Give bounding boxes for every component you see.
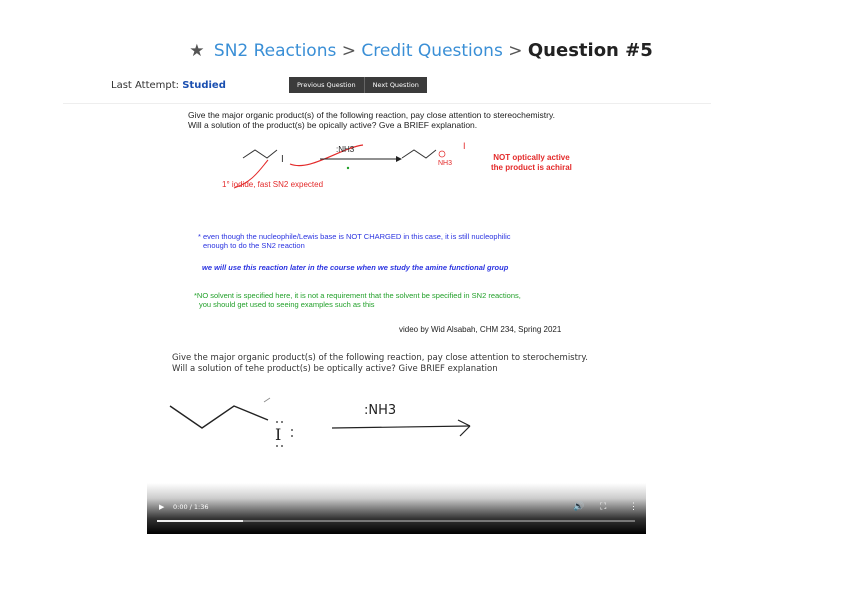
iodide-note: 1° iodide, fast SN2 expected (222, 180, 324, 189)
previous-question-button[interactable]: Previous Question (289, 77, 364, 93)
nucleophile-note (198, 232, 511, 250)
divider (63, 103, 711, 104)
handwritten-reagent: :NH3 (364, 403, 397, 418)
amine-note: we will use this reaction later in the course when we study the amine functional group (202, 263, 509, 272)
page-title: Question #5 (527, 40, 653, 61)
video-progress-bar[interactable] (157, 520, 635, 522)
slide-question (188, 110, 555, 130)
iodine-atom: I (281, 154, 284, 165)
last-attempt-label: Last Attempt: (111, 80, 180, 91)
not-active-note (491, 153, 572, 173)
volume-icon[interactable]: 🔊 (573, 501, 585, 511)
product-label: NH3 (438, 160, 453, 167)
video-progress-fill (157, 520, 243, 522)
question-line: Give the major organic product(s) of the following reaction, pay close attention to sterochemistry. (172, 353, 588, 363)
nucleophile-note-line: * even though the nucleophile/Lewis base is NOT CHARGED in this case, it is still nucleophilic (198, 232, 511, 241)
question-line: Will a solution of tehe product(s) be optically active? Give BRIEF explanation (172, 364, 498, 374)
slide-question-line: Give the major organic product(s) of the following reaction, pay close attention to stereochemistry. (188, 110, 555, 120)
lone-pair-dot (276, 421, 278, 423)
video-player[interactable] (147, 483, 646, 534)
slide-question-line: Will a solution of the product(s) be opically active? Gve a BRIEF explanation. (188, 120, 478, 130)
lone-pair-dot (291, 435, 293, 437)
lone-pair-dot (281, 421, 283, 423)
nucleophile-note-line: enough to do the SN2 reaction (203, 241, 305, 250)
more-options-icon[interactable]: ⋮ (629, 501, 638, 511)
solvent-note-line: you should get used to seeing examples such as this (199, 300, 375, 309)
handwritten-chain (170, 406, 268, 428)
breadcrumb-subsection-link[interactable]: Credit Questions (361, 41, 503, 61)
breadcrumb (0, 40, 842, 61)
handwritten-reaction (160, 392, 500, 462)
answer-slide (140, 110, 630, 350)
lone-pair-dot (281, 445, 283, 447)
last-attempt-status: Studied (182, 80, 226, 91)
handwritten-arrow-head (458, 420, 470, 426)
breadcrumb-separator: > (508, 41, 523, 61)
handwritten-arrow (332, 426, 470, 428)
solvent-note-line: *NO solvent is specified here, it is not a requirement that the solvent be specified in SN2 reactions, (194, 291, 521, 300)
video-credit: video by Wid Alsabah, CHM 234, Spring 2021 (399, 325, 562, 334)
iodide-ion: I (463, 141, 466, 151)
lone-pair-dot (291, 429, 293, 431)
question-text (172, 353, 588, 375)
not-active-line: the product is achiral (491, 163, 572, 172)
product-chain (402, 150, 436, 158)
time-display: 0:00 / 1:36 (173, 503, 209, 511)
solvent-note (194, 291, 521, 309)
fullscreen-icon[interactable]: ⛶ (600, 501, 607, 511)
nucleophile-dot (347, 167, 349, 169)
lone-pair-dot (276, 445, 278, 447)
reactant-chain (243, 150, 277, 158)
breadcrumb-section-link[interactable]: SN2 Reactions (213, 41, 337, 61)
next-question-button[interactable]: Next Question (364, 77, 427, 93)
handwritten-iodine: I (275, 425, 282, 444)
handwritten-arrow-head (460, 426, 470, 436)
question-nav (289, 77, 427, 93)
reagent-label: :NH3 (336, 145, 355, 154)
reaction-arrow-head (396, 156, 402, 162)
charge-symbol (439, 151, 445, 157)
pencil-mark (264, 398, 270, 402)
not-active-line: NOT optically active (493, 153, 570, 162)
breadcrumb-separator: > (341, 41, 356, 61)
last-attempt (111, 80, 226, 91)
play-icon[interactable]: ▶ (159, 504, 165, 511)
star-icon[interactable]: ★ (189, 41, 205, 61)
